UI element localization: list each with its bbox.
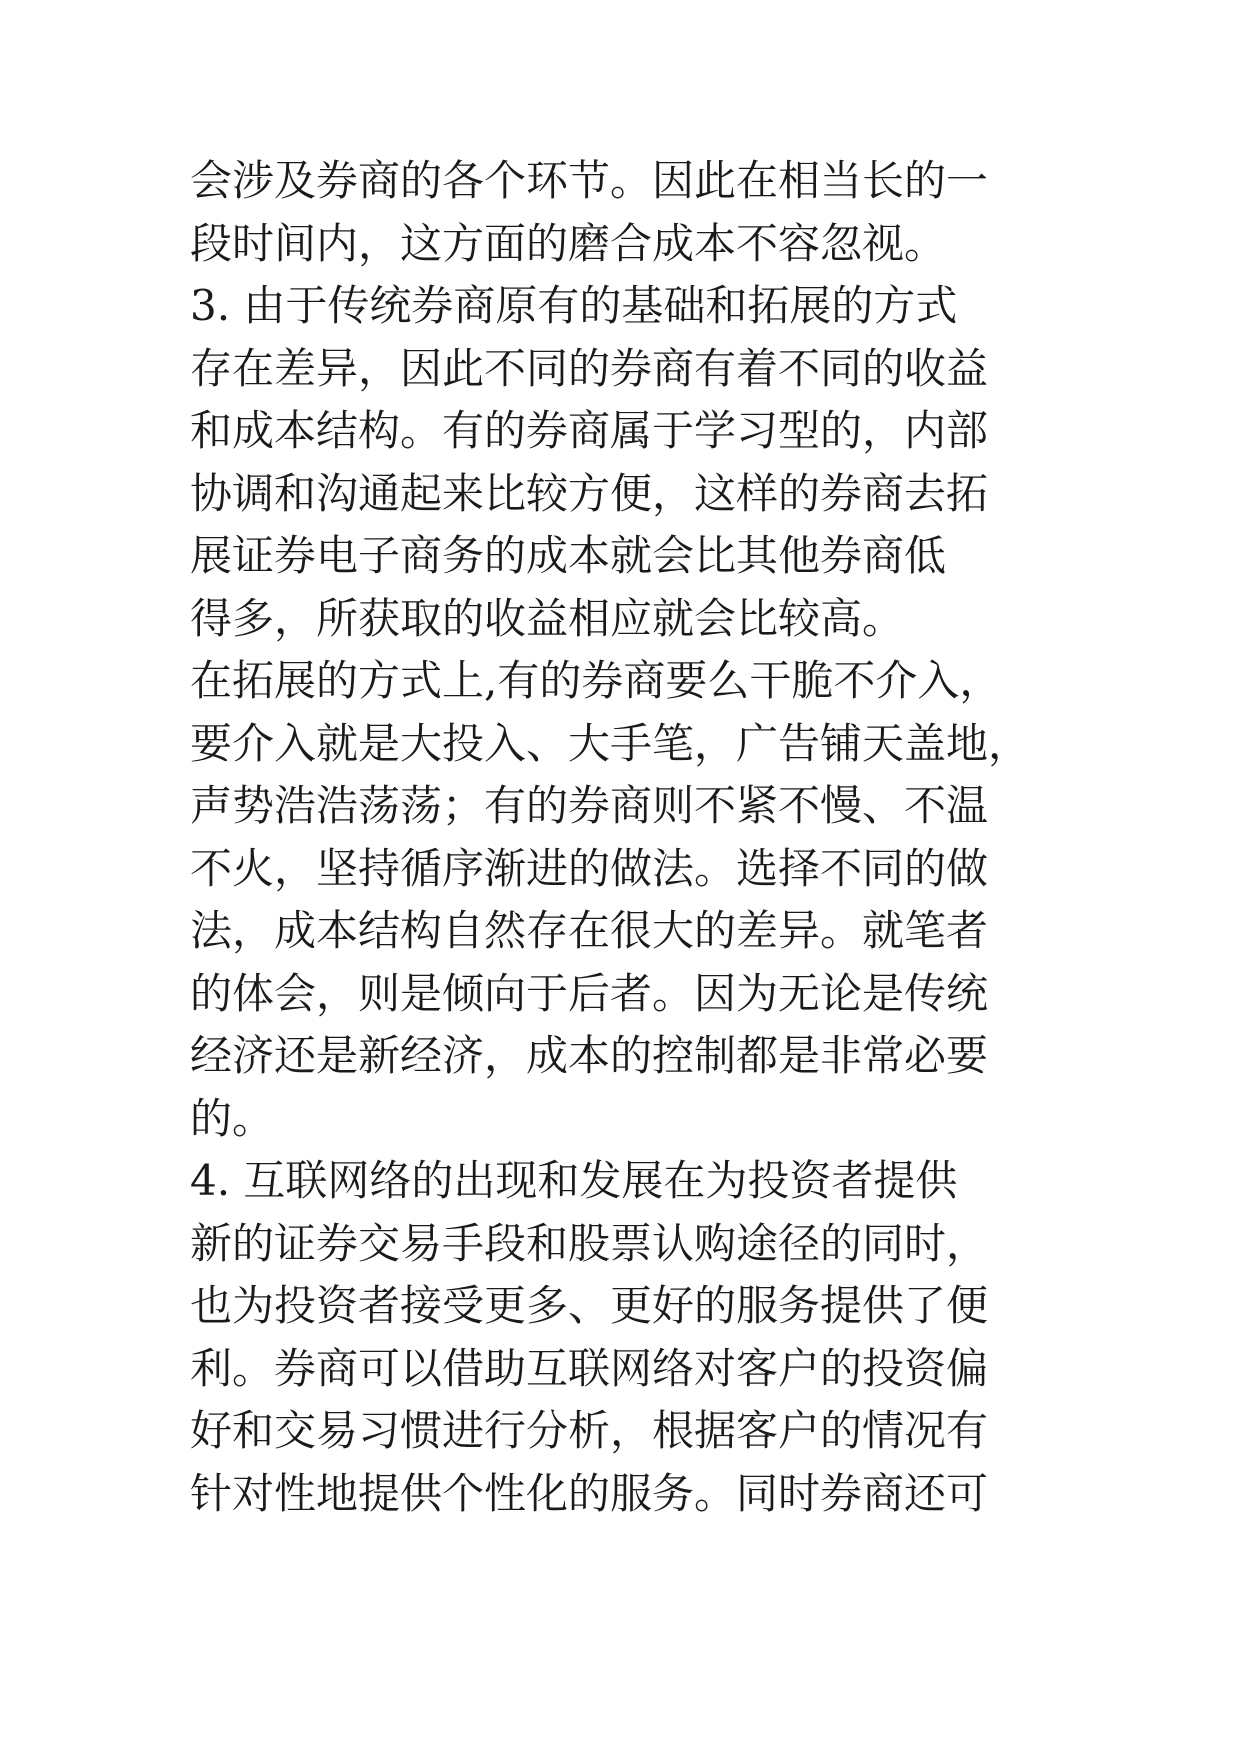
text-line: 法，成本结构自然存在很大的差异。就笔者	[190, 906, 989, 955]
text-line: 和成本结构。有的券商属于学习型的，内部	[190, 406, 989, 455]
text-line: 会涉及券商的各个环节。因此在相当长的一	[190, 156, 989, 205]
text-line: 在拓展的方式上,有的券商要么干脆不介入，	[190, 656, 1002, 705]
text-line: 经济还是新经济，成本的控制都是非常必要	[190, 1031, 989, 1080]
text-line: 要介入就是大投入、大手笔，广告铺天盖地，	[190, 718, 1031, 768]
text-line: 展证券电子商务的成本就会比其他券商低	[190, 531, 947, 580]
text-line: 的体会，则是倾向于后者。因为无论是传统	[190, 968, 989, 1018]
text-line: 的。	[190, 1093, 275, 1143]
text-line: 声势浩浩荡荡；有的券商则不紧不慢、不温	[190, 781, 989, 830]
text-line: 存在差异，因此不同的券商有着不同的收益	[190, 343, 989, 393]
text-line: 利。券商可以借助互联网络对客户的投资偏	[190, 1343, 989, 1393]
text-line: 协调和沟通起来比较方便，这样的券商去拓	[190, 468, 989, 518]
body-text	[190, 150, 1090, 1525]
text-line: 新的证券交易手段和股票认购途径的同时，	[190, 1218, 989, 1268]
text-line: 针对性地提供个性化的服务。同时券商还可	[190, 1468, 989, 1518]
text-line: 得多，所获取的收益相应就会比较高。	[190, 593, 905, 643]
text-line: 也为投资者接受更多、更好的服务提供了便	[190, 1281, 989, 1330]
text-line: 3. 由于传统券商原有的基础和拓展的方式	[190, 281, 958, 330]
text-line: 段时间内，这方面的磨合成本不容忽视。	[190, 218, 947, 268]
text-line: 好和交易习惯进行分析，根据客户的情况有	[190, 1406, 989, 1455]
text-line: 不火，坚持循序渐进的做法。选择不同的做	[190, 843, 989, 893]
text-line: 4. 互联网络的出现和发展在为投资者提供	[190, 1156, 958, 1205]
